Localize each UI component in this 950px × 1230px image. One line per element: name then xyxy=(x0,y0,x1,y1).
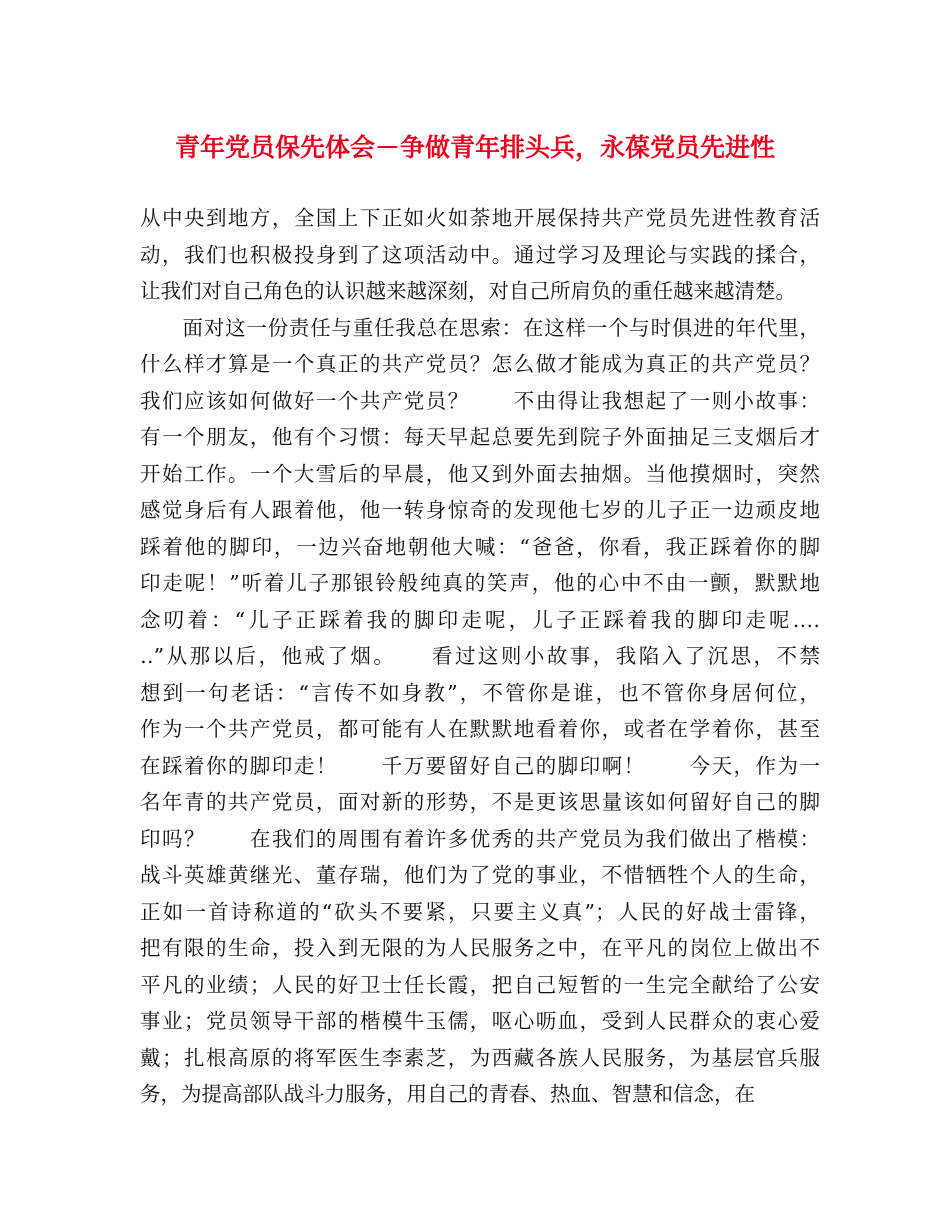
document-body xyxy=(140,200,820,1113)
body-text-line: 名年青的共产党员，面对新的形势，不是更该思量该如何留好自己的脚 xyxy=(140,790,820,814)
body-text-line: 战斗英雄黄继光、董存瑞，他们为了党的事业，不惜牺牲个人的生命， xyxy=(140,863,820,887)
body-text-line: 从中央到地方，全国上下正如火如荼地开展保持共产党员先进性教育活 xyxy=(140,206,820,230)
body-text-line: 开始工作。一个大雪后的早晨，他又到外面去抽烟。当他摸烟时，突然 xyxy=(140,461,820,486)
body-text-line: 感觉身后有人跟着他，他一转身惊奇的发现他七岁的儿子正一边顽皮地 xyxy=(140,498,820,522)
document-title: 青年党员保先体会－争做青年排头兵，永葆党员先进性 xyxy=(174,133,775,162)
body-text-line: 平凡的业绩；人民的好卫士任长霞，把自己短暂的一生完全献给了公安 xyxy=(140,972,820,997)
body-text-line: 动，我们也积极投身到了这项活动中。通过学习及理论与实践的揉合， xyxy=(140,242,820,267)
body-text-line: 有一个朋友，他有个习惯：每天早起总要先到院子外面抽足三支烟后才 xyxy=(140,425,820,449)
body-text-line: ‥”从那以后，他戒了烟。 看过这则小故事，我陷入了沉思，不禁 xyxy=(140,644,820,668)
body-text-line: 作为一个共产党员，都可能有人在默默地看着你，或者在学着你，甚至 xyxy=(140,717,820,741)
body-text-line: 戴；扎根高原的将军医生李素芝，为西藏各族人民服务，为基层官兵服 xyxy=(140,1045,820,1070)
body-text-line: 务，为提高部队战斗力服务，用自己的青春、热血、智慧和信念，在 xyxy=(140,1082,755,1106)
body-text-line: 让我们对自己角色的认识越来越深刻，对自己所肩负的重任越来越清楚。 xyxy=(140,279,796,303)
body-text-line: 把有限的生命，投入到无限的为人民服务之中，在平凡的岗位上做出不 xyxy=(140,936,820,960)
body-text-line: 事业；党员领导干部的楷模牛玉儒，呕心呖血，受到人民群众的衷心爱 xyxy=(140,1009,820,1033)
body-text-line: 印吗？ 在我们的周围有着许多优秀的共产党员为我们做出了楷模： xyxy=(140,826,820,851)
body-text-line: 面对这一份责任与重任我总在思索：在这样一个与时俱进的年代里， xyxy=(140,315,820,340)
body-text-line: 念叨着：“儿子正踩着我的脚印走呢，儿子正踩着我的脚印走呢‥‥ xyxy=(140,607,820,632)
body-text-line: 在踩着你的脚印走！ 千万要留好自己的脚印啊！ 今天，作为一 xyxy=(140,753,820,778)
body-text-line: 正如一首诗称道的“砍头不要紧，只要主义真”；人民的好战士雷锋， xyxy=(140,899,820,924)
body-text-line: 踩着他的脚印，一边兴奋地朝他大喊：“爸爸，你看，我正踩着你的脚 xyxy=(140,534,820,559)
body-text-line: 想到一句老话：“言传不如身教”，不管你是谁，也不管你身居何位， xyxy=(140,680,820,705)
body-text-line: 我们应该如何做好一个共产党员？ 不由得让我想起了一则小故事： xyxy=(140,388,820,413)
body-text-line: 印走呢！”听着儿子那银铃般纯真的笑声，他的心中不由一颤，默默地 xyxy=(140,571,820,595)
body-text-line: 什么样才算是一个真正的共产党员？怎么做才能成为真正的共产党员？ xyxy=(140,352,820,376)
